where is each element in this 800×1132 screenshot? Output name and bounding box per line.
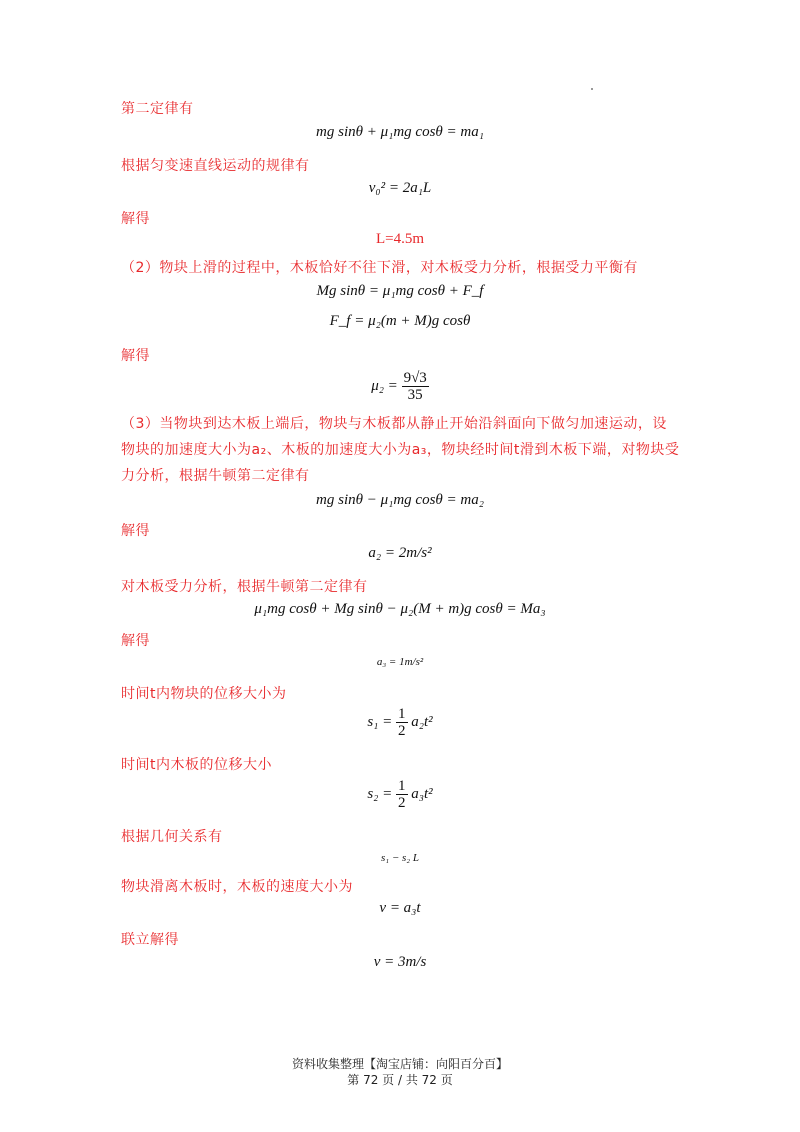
paragraph: （3）当物块到达木板上端后，物块与木板都从静止开始沿斜面向下做匀加速运动，设物块的加速度大小为a₂、木板的加速度大小为a₃，物块经时间t滑到木板下端，对物块受力分析，根据牛顿第二定律有 [121, 416, 680, 484]
text-line: （2）物块上滑的过程中，木板恰好不往下滑，对木板受力分析，根据受力平衡有 [121, 260, 638, 276]
fraction-numerator: 9√3 [403, 370, 427, 386]
text-line: 物块滑离木板时，木板的速度大小为 [121, 879, 353, 895]
equation-fraction [0, 778, 800, 811]
eq-rhs: a₂t² [411, 713, 433, 730]
fraction-denominator: 2 [398, 723, 406, 739]
fraction [396, 778, 408, 811]
text-line: 时间t内木板的位移大小 [121, 757, 272, 773]
fraction-denominator: 35 [407, 387, 423, 403]
equation: mg sinθ + μ₁mg cosθ = ma₁ [316, 124, 484, 140]
eq-lhs: μ₂ = [371, 377, 398, 394]
fraction-numerator: 1 [398, 706, 406, 722]
equation: mg sinθ − μ₁mg cosθ = ma₂ [316, 492, 484, 508]
text-line: 解得 [121, 523, 150, 539]
stray-dot [591, 88, 593, 90]
eq-lhs: s₁ = [367, 713, 393, 730]
fraction [396, 706, 408, 739]
text-line: 时间t内物块的位移大小为 [121, 686, 287, 702]
text-line: 根据几何关系有 [121, 829, 223, 845]
eq-rhs: a₃t² [411, 785, 433, 802]
equation-fraction [0, 370, 800, 403]
equation: v₀² = 2a₁L [368, 180, 432, 196]
equation: μ₁mg cosθ + Mg sinθ − μ₂(M + m)g cosθ = Ma₃ [254, 601, 546, 617]
equation: a₃ = 1m/s² [376, 656, 424, 668]
eq-lhs: s₂ = [367, 785, 393, 802]
text-line: 解得 [121, 633, 150, 649]
equation: v = 3m/s [373, 954, 427, 970]
footer-page-number: 第 72 页 / 共 72 页 [347, 1073, 453, 1087]
result-value: L=4.5m [375, 231, 425, 247]
equation: s₁ − s₂ L [380, 852, 419, 864]
equation: v = a₃t [379, 900, 421, 916]
text-line: 第二定律有 [121, 101, 194, 117]
equation-fraction [0, 706, 800, 739]
fraction [402, 370, 429, 403]
fraction-numerator: 1 [398, 778, 406, 794]
footer-source: 资料收集整理【淘宝店铺：向阳百分百】 [291, 1057, 508, 1071]
equation: F_f = μ₂(m + M)g cosθ [329, 313, 471, 329]
text-line: 解得 [121, 348, 150, 364]
fraction-denominator: 2 [398, 795, 406, 811]
text-line: 解得 [121, 211, 150, 227]
equation: a₂ = 2m/s² [368, 545, 432, 561]
text-line: 根据匀变速直线运动的规律有 [121, 158, 310, 174]
text-line: 对木板受力分析，根据牛顿第二定律有 [121, 579, 368, 595]
text-line: 联立解得 [121, 932, 179, 948]
equation: Mg sinθ = μ₁mg cosθ + F_f [316, 283, 484, 299]
